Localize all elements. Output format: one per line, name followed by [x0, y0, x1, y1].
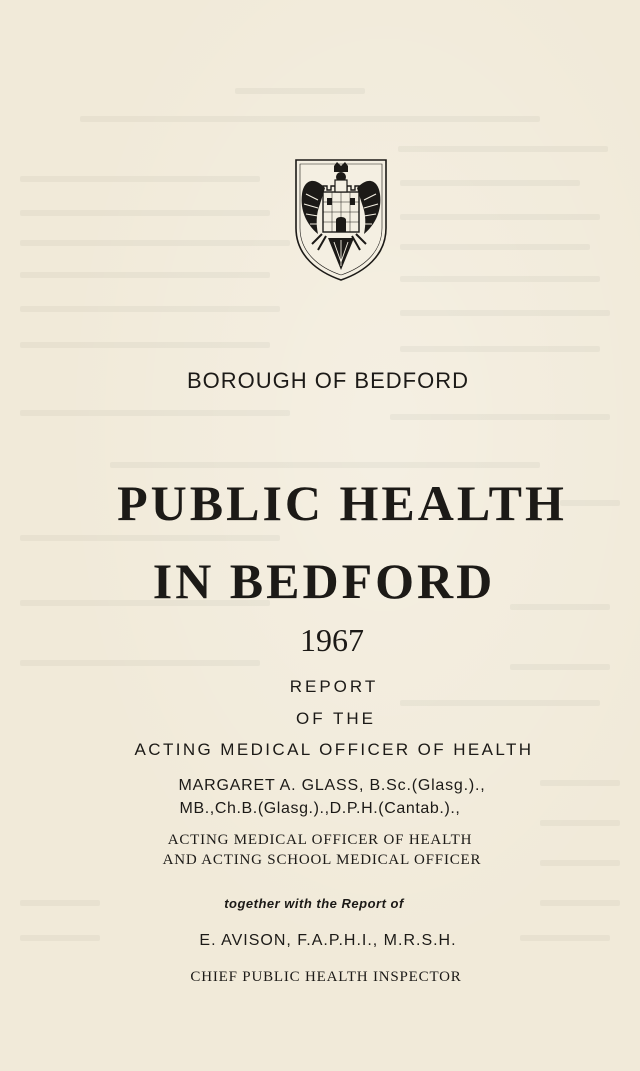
borough-crest-icon — [292, 158, 390, 282]
report-year: 1967 — [300, 622, 364, 658]
author-role-line-2: AND ACTING SCHOOL MEDICAL OFFICER — [162, 852, 482, 868]
author-role-line-1: ACTING MEDICAL OFFICER OF HEALTH — [167, 832, 473, 848]
title-line-1: PUBLIC HEALTH — [117, 475, 567, 531]
author-name: MARGARET A. GLASS, B.Sc.(Glasg.)., — [178, 777, 486, 794]
inspector-name: E. AVISON, F.A.P.H.I., M.R.S.H. — [199, 932, 457, 949]
borough-heading: BOROUGH OF BEDFORD — [186, 368, 469, 393]
title-line-2: IN BEDFORD — [152, 553, 496, 609]
officer-heading: ACTING MEDICAL OFFICER OF HEALTH — [134, 740, 534, 759]
together-with-text: together with the Report of — [224, 896, 404, 911]
report-label: REPORT — [289, 677, 379, 696]
of-the-label: OF THE — [295, 709, 377, 728]
author-degrees: MB.,Ch.B.(Glasg.).,D.P.H.(Cantab.)., — [179, 800, 461, 817]
inspector-title: CHIEF PUBLIC HEALTH INSPECTOR — [190, 969, 462, 985]
